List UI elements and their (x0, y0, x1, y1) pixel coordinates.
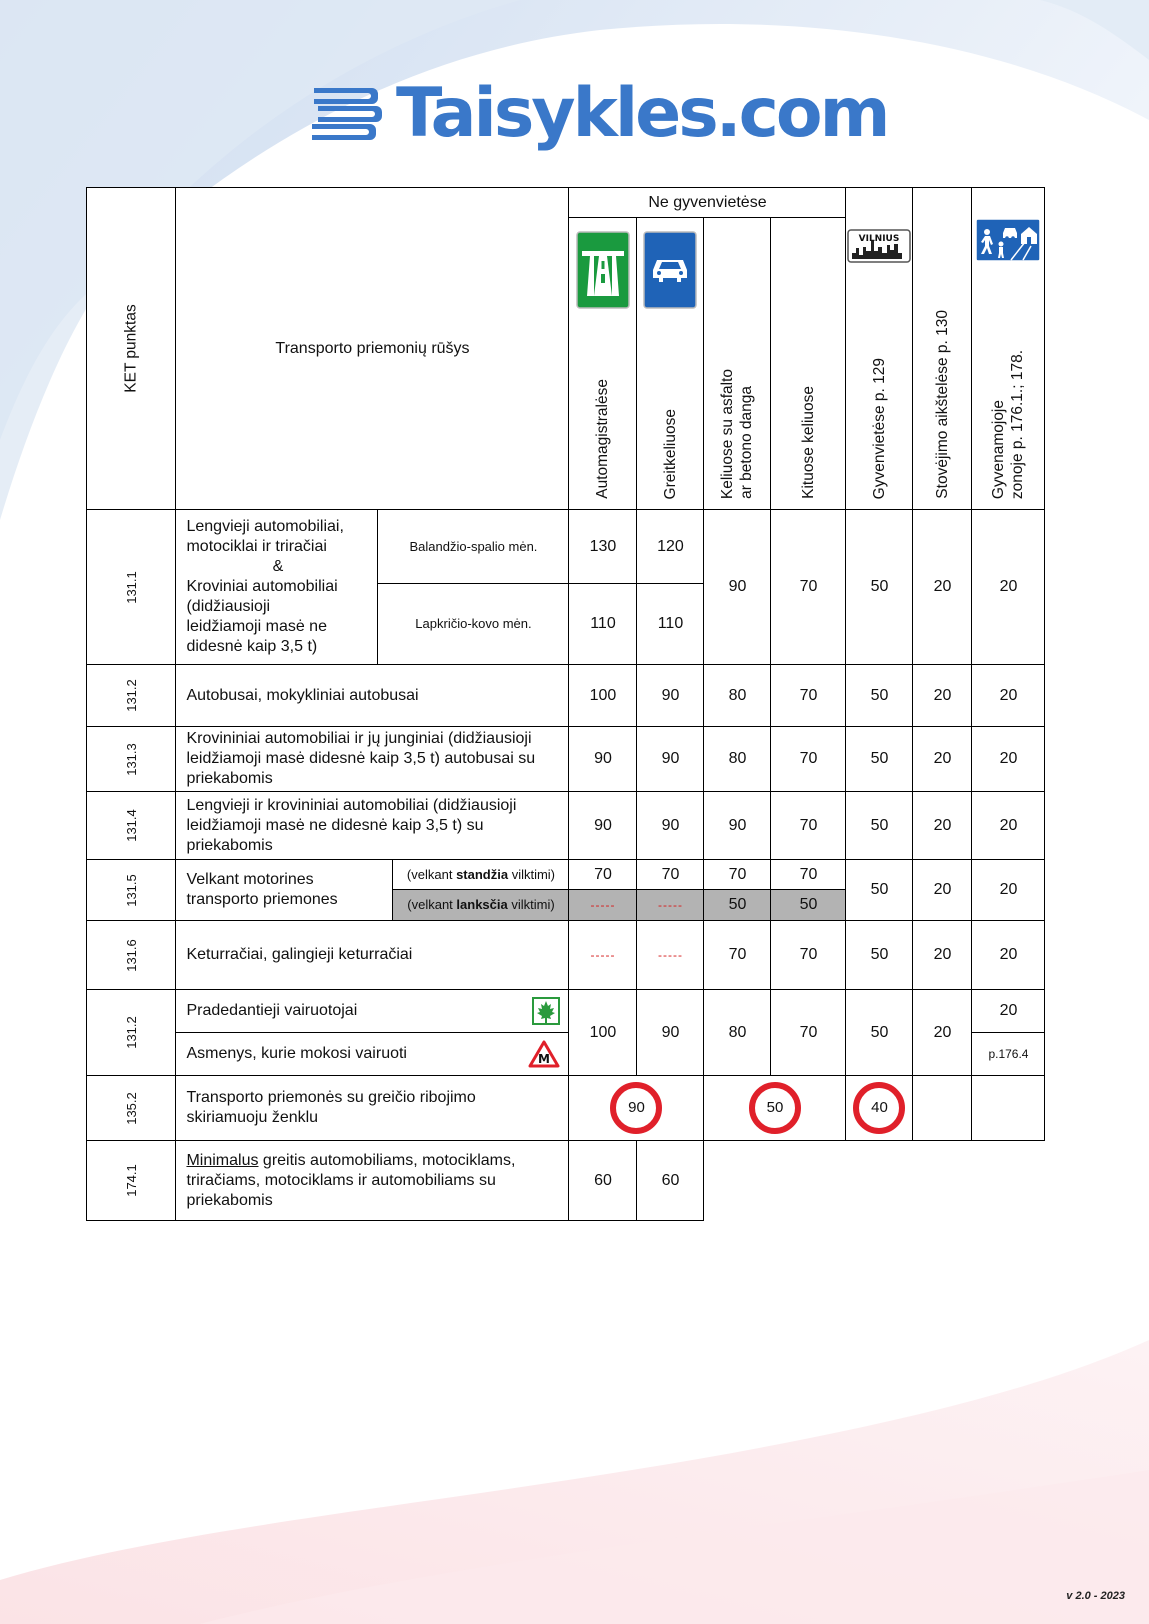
speed-value: 20 (972, 990, 1045, 1033)
row-description: Lengvieji ir krovininiai automobiliai (didžiausioji leidžiamoji masė ne didesnė kaip 3,5 t) su priekabomis (176, 792, 569, 860)
speed-value: 50 (846, 792, 913, 860)
table-row (87, 792, 1045, 860)
speed-value: 70 (637, 860, 704, 890)
speed-value: 20 (972, 665, 1045, 727)
speed-value: 90 (637, 792, 704, 860)
speed-value: 20 (972, 727, 1045, 792)
row-description: Lengvieji automobiliai, motociklai ir triračiai & Kroviniai automobiliai (didžiausioji leidžiamoji masė ne didesnė kaip 3,5 t) (176, 510, 378, 665)
speed-value: 90 (704, 510, 771, 665)
speed-value: 70 (771, 921, 846, 990)
speed-value: ----- (637, 890, 704, 921)
speed-value: 50 (846, 727, 913, 792)
speed-value: 20 (972, 860, 1045, 921)
speed-value: 70 (771, 665, 846, 727)
ket-header: KET punktas (87, 188, 176, 510)
ket-cell: 131.1 (87, 510, 176, 665)
table-row (87, 860, 1045, 890)
col-parking: Stovėjimo aikštelėse p. 130 (913, 188, 972, 510)
period-november-march: Lapkričio-kovo mėn. (378, 584, 569, 665)
table-row (87, 665, 1045, 727)
speed-value: 90 (637, 990, 704, 1076)
table-row (87, 727, 1045, 792)
speed-value: 70 (569, 860, 637, 890)
row-description: Pradedantieji vairuotojai (176, 990, 569, 1033)
ket-cell: 131.5 (87, 860, 176, 921)
speed-value: 20 (972, 510, 1045, 665)
speed-value: 70 (771, 727, 846, 792)
outside-header: Ne gyvenvietėse (569, 188, 846, 218)
speed-value: 70 (771, 792, 846, 860)
row-description: Asmenys, kurie mokosi vairuoti M (176, 1033, 569, 1076)
speed-value: 50 (846, 860, 913, 921)
row-description: Transporto priemonės su greičio ribojimo skiriamuoju ženklu (176, 1076, 569, 1141)
speed-value: 20 (913, 860, 972, 921)
speed-value: 80 (704, 665, 771, 727)
speed-value: 20 (913, 921, 972, 990)
ket-cell: 174.1 (87, 1141, 176, 1221)
svg-text:M: M (538, 1052, 551, 1066)
speed-value: 20 (913, 792, 972, 860)
speed-value: 90 (569, 792, 637, 860)
row-description: Velkant motorines transporto priemones (176, 860, 393, 921)
row-description: Minimalus greitis automobiliams, motociklams, triračiams, motociklams ir automobiliams su priekabomis (176, 1141, 569, 1221)
speed-value: 20 (913, 665, 972, 727)
settlement-sign-icon (847, 229, 911, 263)
speed-value: 100 (569, 990, 637, 1076)
residential-zone-sign-icon (975, 218, 1041, 262)
empty-cell (972, 1076, 1045, 1141)
table-row (87, 1076, 1045, 1141)
flexible-tow-label: (velkant lanksčia vilktimi) (393, 890, 569, 921)
ket-cell: 131.2 (87, 990, 176, 1076)
table-row (87, 990, 1045, 1033)
expressway-sign-icon (643, 231, 697, 309)
types-header: Transporto priemonių rūšys (176, 188, 569, 510)
speed-value: 70 (771, 510, 846, 665)
speed-value: 100 (569, 665, 637, 727)
speed-value: 50 (846, 665, 913, 727)
speed-value: 70 (771, 860, 846, 890)
speed-value: 20 (972, 921, 1045, 990)
rule-reference: p.176.4 (972, 1033, 1045, 1076)
speed-value: 20 (913, 510, 972, 665)
speed-value: 120 (637, 510, 704, 584)
col-other-roads: Kituose keliuose (771, 218, 846, 510)
speed-value: 110 (569, 584, 637, 665)
col-expressway: Greitkeliuose (637, 218, 704, 510)
speed-value: 90 (637, 727, 704, 792)
col-paved-roads: Keliuose su asfalto ar betono danga (704, 218, 771, 510)
ket-cell: 131.3 (87, 727, 176, 792)
speed-value: 70 (704, 860, 771, 890)
col-motorway: Automagistralėse (569, 218, 637, 510)
learner-driver-sign-icon (528, 1040, 560, 1068)
ket-cell: 131.4 (87, 792, 176, 860)
speed-value: ----- (569, 890, 637, 921)
speed-value: 60 (569, 1141, 637, 1221)
maple-leaf-sign-icon (532, 997, 560, 1025)
empty-cell (913, 1076, 972, 1141)
speed-value: 70 (704, 921, 771, 990)
speed-limit-sign-90: 90 (569, 1076, 704, 1141)
brand-name: Taisykles.com (396, 74, 888, 153)
speed-value: 80 (704, 990, 771, 1076)
speed-value: 130 (569, 510, 637, 584)
period-april-october: Balandžio-spalio mėn. (378, 510, 569, 584)
table-row (87, 921, 1045, 990)
books-icon (310, 82, 384, 146)
speed-limit-sign-50: 50 (704, 1076, 846, 1141)
speed-value: 50 (771, 890, 846, 921)
row-description: Autobusai, mokykliniai autobusai (176, 665, 569, 727)
speed-value: 20 (913, 990, 972, 1076)
speed-value: 90 (704, 792, 771, 860)
speed-value: 50 (704, 890, 771, 921)
brand-logo[interactable] (310, 64, 887, 164)
motorway-sign-icon (576, 231, 630, 309)
speed-value: 110 (637, 584, 704, 665)
row-description: Keturračiai, galingieji keturračiai (176, 921, 569, 990)
speed-value: 90 (569, 727, 637, 792)
speed-value: 20 (972, 792, 1045, 860)
speed-limit-table (86, 187, 1045, 1221)
speed-value: 50 (846, 921, 913, 990)
ket-cell: 135.2 (87, 1076, 176, 1141)
row-description: Krovininiai automobiliai ir jų junginiai (didžiausioji leidžiamoji masė didesnė kaip 3,5 t) autobusai su priekabomis (176, 727, 569, 792)
speed-value: 20 (913, 727, 972, 792)
svg-text:VILNIUS: VILNIUS (859, 234, 900, 244)
ket-cell: 131.2 (87, 665, 176, 727)
speed-value: ----- (637, 921, 704, 990)
speed-value: 80 (704, 727, 771, 792)
version-label: v 2.0 - 2023 (1066, 1590, 1125, 1602)
speed-value: 70 (771, 990, 846, 1076)
speed-value: ----- (569, 921, 637, 990)
speed-value: 60 (637, 1141, 704, 1221)
col-residential: Gyvenamojoje zonoje p. 176.1.; 178. (972, 188, 1045, 510)
speed-limit-sign-40: 40 (846, 1076, 913, 1141)
ket-cell: 131.6 (87, 921, 176, 990)
speed-value: 90 (637, 665, 704, 727)
speed-value: 50 (846, 510, 913, 665)
speed-value: 50 (846, 990, 913, 1076)
table-row (87, 1141, 1045, 1221)
table-row (87, 510, 1045, 584)
rigid-tow-label: (velkant standžia vilktimi) (393, 860, 569, 890)
col-settlement: VILNIUS Gyvenvietėse p. 129 (846, 188, 913, 510)
